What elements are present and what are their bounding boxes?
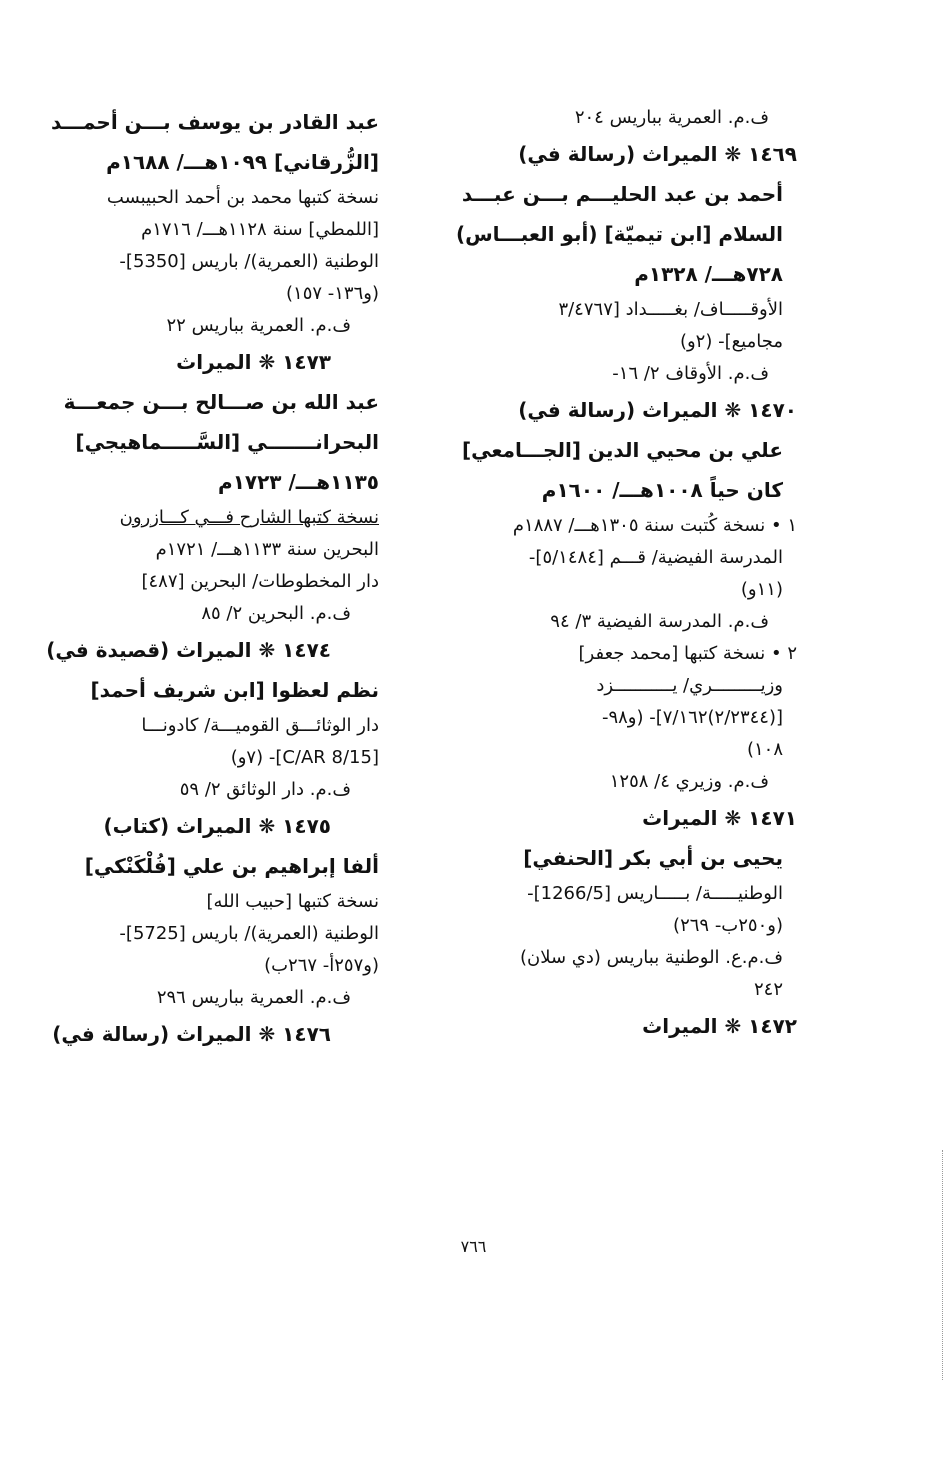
- entry-text-line: دار الوثائـــق القوميـــة/ كادونـــا: [141, 715, 379, 736]
- entry-heading-line: ١١٣٥هـــ/ ١٧٢٣م: [218, 470, 379, 494]
- entry-text-line: ٢٤٢: [753, 979, 783, 1000]
- entry-heading-line: ١٤٧٦ ❋ الميراث (رسالة في): [52, 1022, 331, 1046]
- entry-heading-line: ١٤٧٥ ❋ الميراث (كتاب): [103, 814, 331, 838]
- entry-heading-line: ١٤٧٠ ❋ الميراث (رسالة في): [518, 398, 797, 422]
- left-column: [46, 102, 379, 1054]
- entry-heading-line: ١٤٧١ ❋ الميراث: [642, 806, 797, 830]
- page-number: ٧٦٦: [460, 1237, 487, 1256]
- entry-heading-line: السلام [ابن تيميّة] (أبو العبـــاس): [455, 222, 783, 246]
- entry-heading-line: نظم لعظوا [ابن شريف أحمد]: [90, 678, 379, 702]
- entry-text-line: ف.م. وزيري ٤/ ١٢٥٨: [609, 771, 769, 792]
- entry-heading-line: عبد القادر بن يوسف بـــن أحمـــد: [50, 110, 379, 134]
- entry-heading-line: البحرانـــــــي [السَّـــــماهيجي]: [75, 430, 379, 454]
- entry-text-line: ف.م. المدرسة الفيضية ٣/ ٩٤: [550, 611, 769, 632]
- entry-text-line: (و٢٥٠ب- ٢٦٩): [673, 915, 783, 936]
- entry-text-line: نسخة كتبها الشارح فـــي كـــازرون: [119, 507, 379, 528]
- entry-heading-line: علي بن محيي الدين [الجـــامعي]: [461, 438, 783, 462]
- entry-text-line: [(٢/٢٣٤٤)٧/١٦٢]- (و٩٨-: [601, 707, 783, 728]
- entry-text-line: ف.م. دار الوثائق ٢/ ٥٩: [179, 779, 351, 800]
- entry-text-line: البحرين سنة ١١٣٣هـــ/ ١٧٢١م: [155, 539, 379, 560]
- entry-text-line: ف.م. الأوقاف ٢/ ١٦-: [612, 363, 769, 384]
- margin-scan-dots: [939, 1150, 943, 1380]
- right-column: [457, 102, 797, 1046]
- entry-text-line: ف.م. العمرية بباريس ٢٢: [166, 315, 351, 336]
- entry-text-line: (١١و): [740, 579, 783, 600]
- entry-text-line: ١٠٨): [746, 739, 783, 760]
- entry-text-line: ف.م. العمرية بباريس ٢٠٤: [574, 107, 769, 128]
- entry-text-line: [C/AR 8/15]- (٧و): [230, 747, 379, 768]
- entry-text-line: وزيـــــــــري/ يـــــــــــزد: [596, 675, 783, 696]
- entry-text-line: الوطنيـــــة/ بـــــاريس [1266/5]-: [527, 883, 783, 904]
- entry-heading-line: ألفا إبراهيم بن علي [فُلْكَنْكي]: [84, 854, 379, 878]
- entry-text-line: دار المخطوطات/ البحرين [٤٨٧]: [141, 571, 379, 592]
- entry-text-line: الوطنية (العمرية)/ باريس [5725]-: [119, 923, 379, 944]
- entry-heading-line: كان حياً ١٠٠٨هـــ/ ١٦٠٠م: [541, 478, 783, 502]
- entry-text-line: نسخة كتبها محمد بن أحمد الحبيبسب: [106, 187, 379, 208]
- entry-heading-line: ١٤٧٤ ❋ الميراث (قصيدة في): [46, 638, 331, 662]
- entry-text-line: الوطنية (العمرية)/ باريس [5350]-: [119, 251, 379, 272]
- entry-text-line: ٢ • نسخة كتبها [محمد جعفر]: [578, 643, 797, 664]
- entry-heading-line: أحمد بن عبد الحليـــم بـــن عبـــد: [461, 182, 783, 206]
- entry-heading-line: ٧٢٨هـــ/ ١٣٢٨م: [634, 262, 783, 286]
- entry-text-line: ف.م.ع. الوطنية بباريس (دي سلان): [520, 947, 783, 968]
- entry-heading-line: [الزُّرقاني] ١٠٩٩هـــ/ ١٦٨٨م: [106, 150, 379, 174]
- entry-text-line: (و٢٥٧أ- ٢٦٧ب): [264, 955, 379, 976]
- entry-text-line: مجاميع]- (٢و): [679, 331, 783, 352]
- entry-heading-line: ١٤٦٩ ❋ الميراث (رسالة في): [518, 142, 797, 166]
- entry-heading-line: ١٤٧٣ ❋ الميراث: [176, 350, 331, 374]
- entry-text-line: المدرسة الفيضية/ قـــم [٥/١٤٨٤]-: [528, 547, 783, 568]
- entry-heading-line: ١٤٧٢ ❋ الميراث: [642, 1014, 797, 1038]
- entry-text-line: ١ • نسخة كُتبت سنة ١٣٠٥هـــ/ ١٨٨٧م: [512, 515, 797, 536]
- entry-heading-line: يحيى بن أبي بكر [الحنفي]: [523, 846, 783, 870]
- entry-text-line: نسخة كتبها [حبيب الله]: [206, 891, 379, 912]
- entry-text-line: الأوقـــــاف/ بغـــــداد [٣/٤٧٦٧: [558, 299, 783, 320]
- entry-text-line: ف.م. البحرين ٢/ ٨٥: [201, 603, 351, 624]
- entry-text-line: ف.م. العمرية بباريس ٢٩٦: [156, 987, 351, 1008]
- entry-text-line: [اللمطي] سنة ١١٢٨هـــ/ ١٧١٦م: [141, 219, 379, 240]
- entry-heading-line: عبد الله بن صـــالح بـــن جمعـــة: [63, 390, 379, 414]
- entry-text-line: (و١٣٦- ١٥٧): [286, 283, 379, 304]
